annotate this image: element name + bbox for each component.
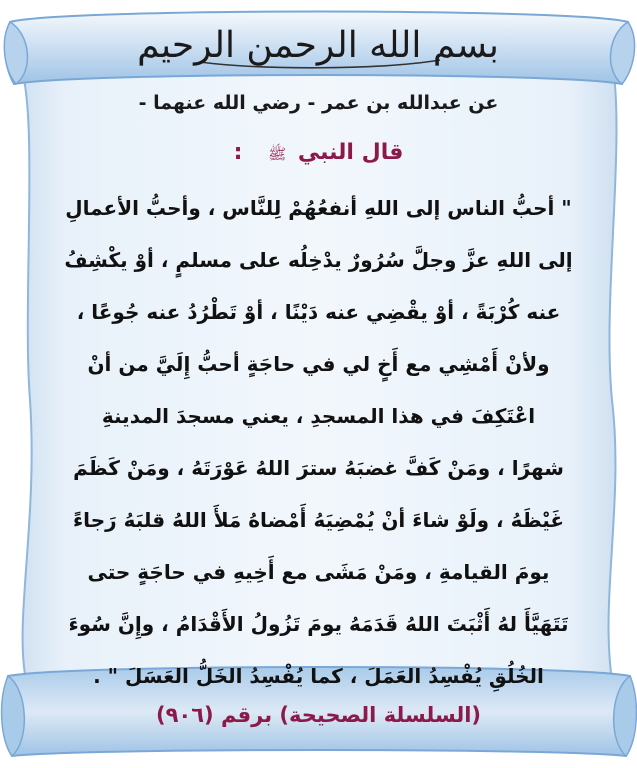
hadith-line: اعْتَكِفَ في هذا المسجدِ ، يعني مسجدَ المدينةِ: [101, 404, 536, 428]
hadith-line: ولأنْ أَمْشِي مع أَخٍ لي في حاجَةٍ أحبُّ إِلَيَّ من أنْ: [87, 352, 550, 376]
hadith-line: تَتَهَيَّأَ لهُ أَثْبَتَ اللهُ قَدَمَهُ يومَ تَزُولُ الأَقْدَامُ ، وإِنَّ سُوءَ: [68, 612, 569, 636]
prophet-heading: [60, 140, 577, 167]
hadith-line: يومَ القيامةِ ، ومَنْ مَشَى مع أَخِيهِ في حاجَةٍ حتى: [87, 560, 550, 584]
hadith-line: الخُلُقِ يُفْسِدُ العَمَلَ ، كما يُفْسِدُ الخَلُّ العَسَلَ " .: [93, 664, 544, 688]
prophet-colon: :: [233, 140, 243, 165]
pbuh-honorific: ﷺ: [268, 145, 287, 163]
source-reference: (السلسلة الصحيحة) برقم (٩٠٦): [155, 703, 481, 727]
prophet-label: قال النبي: [297, 140, 404, 165]
hadith-line: غَيْظَهُ ، ولَوْ شاءَ أنْ يُمْضِيَهُ أَمْضاهُ مَلأَ اللهُ قلبَهُ رَجاءً: [72, 508, 565, 532]
narrator-line: عن عبدالله بن عمر - رضي الله عنهما -: [138, 92, 499, 114]
hadith-line: " أحبُّ الناس إلى اللهِ أنفعُهُمْ لِلنَّاس ، وأحبُّ الأعمالِ: [65, 196, 572, 220]
basmala: بسم الله الرحمن الرحيم: [137, 24, 499, 66]
hadith-line: إلى اللهِ عزَّ وجلَّ سُرُورٌ يدْخِلُه على مسلمٍ ، أوْ يكْشِفُ: [64, 248, 573, 272]
hadith-text: [34, 182, 603, 702]
hadith-line: شهرًا ، ومَنْ كَفَّ غضبَهُ سترَ اللهُ عَوْرَتَهُ ، ومَنْ كَظَمَ: [73, 456, 564, 480]
hadith-line: عنه كُرْبَةً ، أوْ يقْضِي عنه دَيْنًا ، أوْ تَطْرُدُ عنه جُوعًا ،: [76, 300, 561, 324]
